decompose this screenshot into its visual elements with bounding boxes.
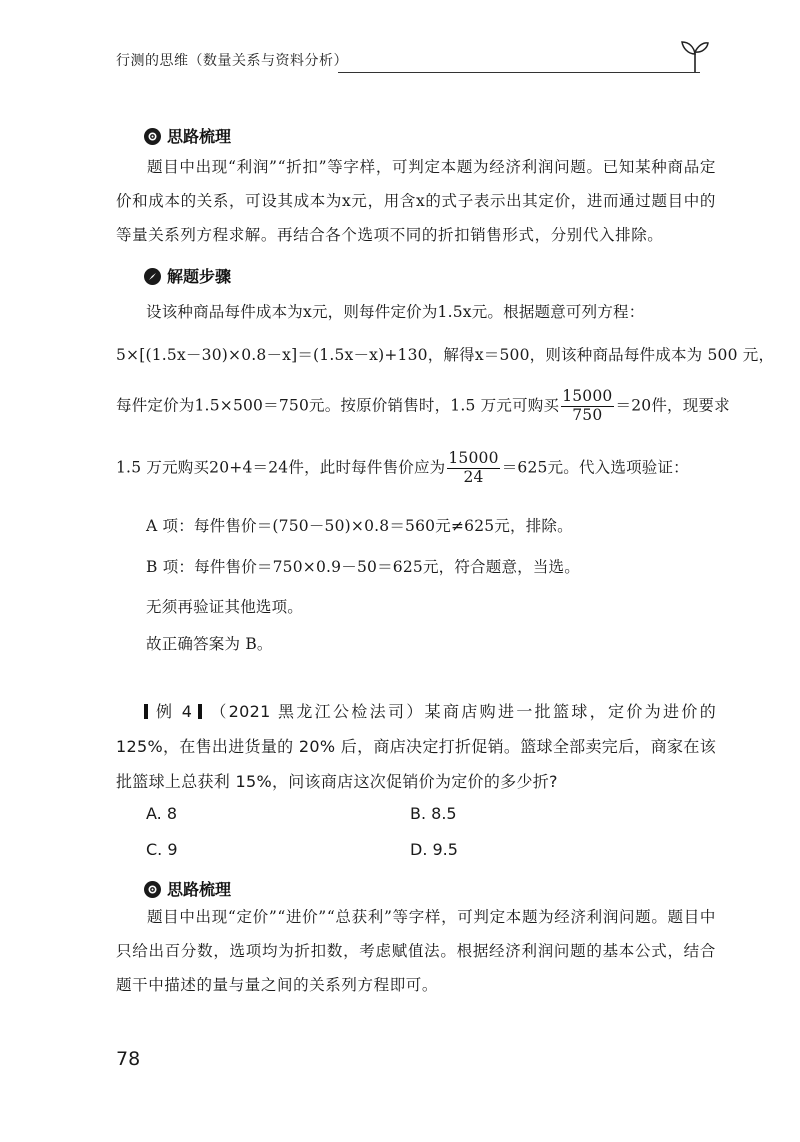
fraction <box>561 388 613 425</box>
no-more-check: 无须再验证其他选项。 <box>146 598 304 616</box>
example-bar-left <box>144 704 148 719</box>
compass-icon <box>144 268 161 285</box>
option-c: C. 9 <box>146 840 178 859</box>
analysis-paragraph-2: 题目中出现“定价”“进价”“总获利”等字样，可判定本题为经济利润问题。题目中只给出百分数，选项均为折扣数，考虑赋值法。根据经济利润问题的基本公式，结合题干中描述的量与量之间的关系列方程即可。 <box>116 908 716 994</box>
solution-line-3 <box>116 388 730 425</box>
final-answer: 故正确答案为 B。 <box>146 635 273 653</box>
check-option-a: A 项：每件售价＝(750－50)×0.8＝560元≠625元，排除。 <box>146 517 573 535</box>
example-text: （2021 黑龙江公检法司）某商店购进一批篮球，定价为进价的125%，在售出进货量的 20% 后，商店决定打折促销。篮球全部卖完后，商家在该批篮球上总获利 15%，问该商店这次促销价为定价的多少折? <box>116 702 716 791</box>
gear-icon <box>144 128 161 145</box>
fraction-numerator: 15000 <box>448 449 499 467</box>
fraction-denominator: 750 <box>572 405 603 424</box>
option-d: D. 9.5 <box>410 840 458 859</box>
fraction <box>447 450 499 487</box>
text-fragment: 1.5 万元购买20+4＝24件，此时每件售价应为 <box>116 458 446 477</box>
page-number: 78 <box>116 1048 141 1070</box>
section-heading-analysis-2 <box>144 877 231 900</box>
fraction-numerator: 15000 <box>562 387 613 405</box>
sprout-icon <box>680 38 710 72</box>
solution-line-1: 设该种商品每件成本为x元，则每件定价为1.5x元。根据题意可列方程： <box>146 303 645 321</box>
analysis-paragraph: 题目中出现“利润”“折扣”等字样，可判定本题为经济利润问题。已知某种商品定价和成本的关系，可设其成本为x元，用含x的式子表示出其定价，进而通过题目中的等量关系列方程求解。再结合各个选项不同的折扣销售形式，分别代入排除。 <box>116 158 716 244</box>
section-heading-solution <box>144 264 231 287</box>
text-fragment: ＝20件，现要求 <box>615 396 730 415</box>
solution-line-4 <box>116 450 689 487</box>
section-title: 思路梳理 <box>167 880 232 899</box>
text-fragment: 每件定价为1.5×500＝750元。按原价销售时，1.5 万元可购买 <box>116 396 560 415</box>
check-option-b: B 项：每件售价＝750×0.9－50＝625元，符合题意，当选。 <box>146 558 580 576</box>
section-title: 解题步骤 <box>167 267 232 286</box>
fraction-denominator: 24 <box>463 467 484 486</box>
text-fragment: ＝625元。代入选项验证： <box>501 458 689 477</box>
example-question <box>116 694 716 799</box>
example-bar-right <box>198 704 202 719</box>
header-rule <box>338 72 700 73</box>
running-header: 行测的思维（数量关系与资料分析） <box>116 53 348 69</box>
option-a: A. 8 <box>146 804 178 823</box>
gear-icon <box>144 881 161 898</box>
solution-equation-line: 5×[(1.5x－30)×0.8－x]＝(1.5x－x)+130，解得x＝500，则该种商品每件成本为 500 元， <box>116 346 775 364</box>
section-heading-analysis <box>144 124 231 147</box>
option-b: B. 8.5 <box>410 804 457 823</box>
example-label: 例 4 <box>154 702 193 721</box>
section-title: 思路梳理 <box>167 127 232 146</box>
